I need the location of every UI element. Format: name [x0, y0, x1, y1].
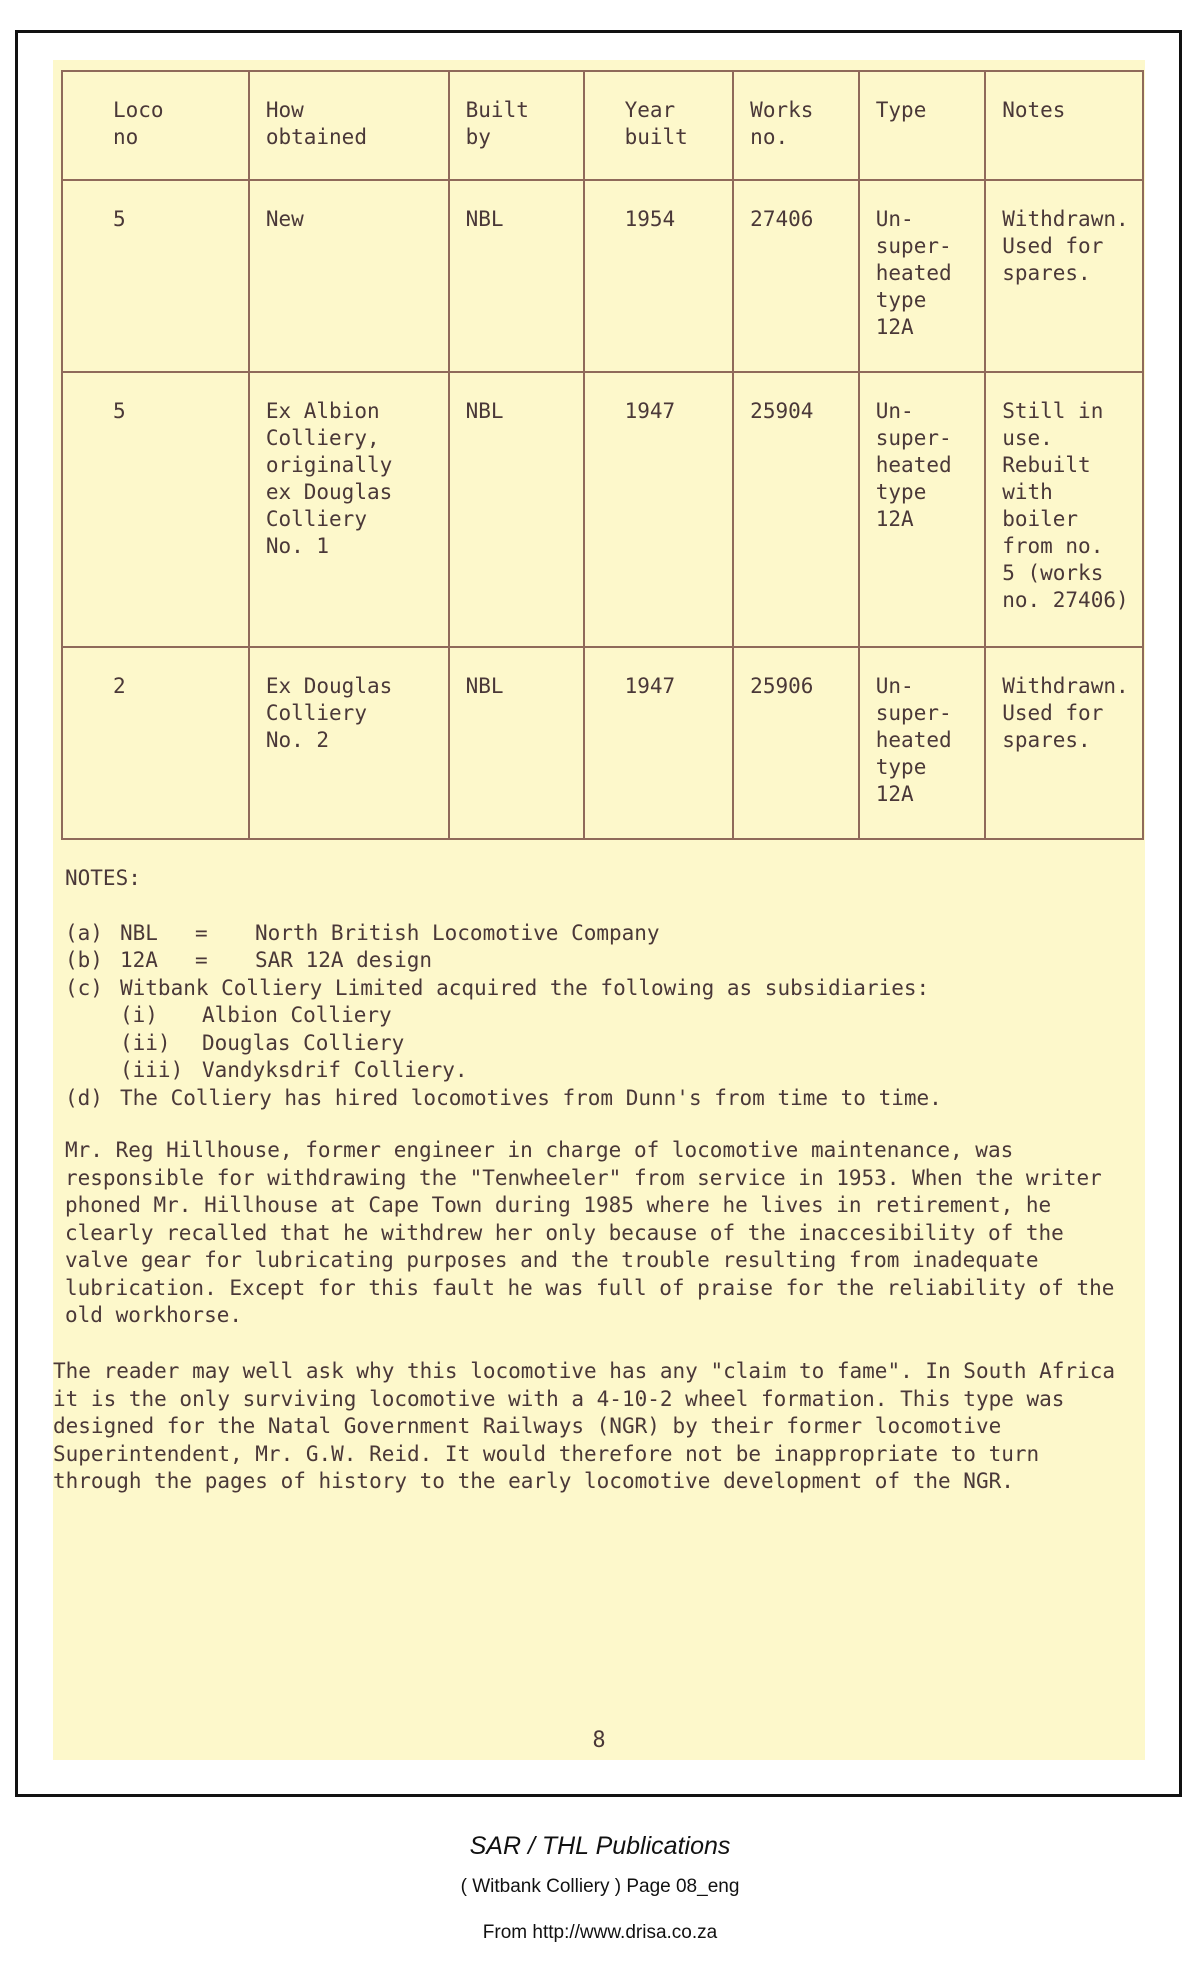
note-equals: =	[195, 948, 208, 972]
header-loco-no: Loco no	[62, 71, 249, 180]
header-built-by: Built by	[449, 71, 584, 180]
cell-year-built: 1954	[584, 180, 734, 372]
header-how-obtained: How obtained	[249, 71, 449, 180]
note-a	[65, 920, 1135, 948]
cell-type: Un- super- heated type 12A	[859, 372, 985, 647]
footer-source-link[interactable]: From http://www.drisa.co.za	[482, 1922, 718, 1943]
header-notes: Notes	[985, 71, 1143, 180]
cell-works-no: 25904	[733, 372, 859, 647]
table-row	[62, 372, 1143, 647]
cell-works-no: 27406	[733, 180, 859, 372]
paragraph-hillhouse: Mr. Reg Hillhouse, former engineer in charge of locomotive maintenance, was responsible for withdrawing the "Tenwheeler" from service in 1953. When the writer phoned Mr. Hillhouse at Cape Town during 1985 where he lives in retirement, he clearly recalled that he withdrew her only because of the inaccesibility of the valve gear for lubricating purposes and the trouble resulting from inadequate lubrication. Except for this fault he was full of praise for the reliability of the old workhorse.	[65, 1138, 1115, 1327]
note-b	[65, 947, 1135, 975]
page-number: 8	[592, 1728, 606, 1753]
note-key: (a)	[65, 920, 103, 945]
sub-key: (i)	[120, 1003, 158, 1027]
cell-type: Un- super- heated type 12A	[859, 180, 985, 372]
note-abbr: 12A	[120, 948, 158, 972]
sub-text: Douglas Colliery	[202, 1030, 405, 1055]
cell-built-by: NBL	[449, 647, 584, 839]
table-row	[62, 647, 1143, 839]
cell-works-no: 25906	[733, 647, 859, 839]
table-header-row	[62, 71, 1143, 180]
cell-type: Un- super- heated type 12A	[859, 647, 985, 839]
cell-loco-no: 5	[62, 372, 249, 647]
note-text: North British Locomotive Company	[255, 920, 660, 945]
note-c-item	[65, 1030, 1135, 1058]
note-c	[65, 975, 1135, 1003]
footer-publication: SAR / THL Publications	[469, 1832, 731, 1860]
cell-notes: Withdrawn. Used for spares.	[985, 180, 1143, 372]
header-year-built: Year built	[584, 71, 734, 180]
note-key: (b)	[65, 948, 103, 972]
sub-text: Vandyksdrif Colliery.	[202, 1058, 468, 1082]
note-text: SAR 12A design	[255, 948, 433, 972]
cell-built-by: NBL	[449, 180, 584, 372]
note-key: (c)	[65, 975, 103, 1000]
cell-built-by: NBL	[449, 372, 584, 647]
locomotive-table	[61, 70, 1144, 840]
document-page	[53, 60, 1145, 1760]
cell-loco-no: 2	[62, 647, 249, 839]
cell-notes: Still in use. Rebuilt with boiler from no. 5 (works no. 27406)	[985, 372, 1143, 647]
cell-how-obtained: New	[249, 180, 449, 372]
note-abbr: NBL	[120, 920, 158, 945]
cell-year-built: 1947	[584, 647, 734, 839]
cell-year-built: 1947	[584, 372, 734, 647]
notes-heading: NOTES:	[65, 866, 141, 890]
sub-key: (iii)	[120, 1058, 184, 1082]
paragraph-claim-to-fame: The reader may well ask why this locomotive has any "claim to fame". In South Africa it is the only surviving locomotive with a 4-10-2 wheel formation. This type was designed for the Natal Government Railways (NGR) by their former locomotive Superintendent, Mr. G.W. Reid. It would therefore not be inappropriate to turn through the pages of history to the early locomotive development of the NGR.	[53, 1359, 1116, 1493]
note-text: Witbank Colliery Limited acquired the following as subsidiaries:	[120, 975, 930, 1000]
note-c-item	[65, 1057, 1135, 1085]
sub-text: Albion Colliery	[202, 1003, 392, 1027]
cell-notes: Withdrawn. Used for spares.	[985, 647, 1143, 839]
header-works-no: Works no.	[733, 71, 859, 180]
header-type: Type	[859, 71, 985, 180]
sub-key: (ii)	[120, 1030, 171, 1055]
note-c-item	[65, 1002, 1135, 1030]
note-text: The Colliery has hired locomotives from Dunn's from time to time.	[120, 1085, 942, 1110]
note-key: (d)	[65, 1085, 103, 1110]
note-equals: =	[195, 920, 208, 945]
note-d	[65, 1085, 1135, 1113]
cell-how-obtained: Ex Douglas Colliery No. 2	[249, 647, 449, 839]
footer-page-ref: ( Witbank Colliery ) Page 08_eng	[460, 1876, 740, 1897]
cell-loco-no: 5	[62, 180, 249, 372]
notes-section	[65, 865, 1135, 1112]
table-row	[62, 180, 1143, 372]
cell-how-obtained: Ex Albion Colliery, originally ex Douglas Colliery No. 1	[249, 372, 449, 647]
